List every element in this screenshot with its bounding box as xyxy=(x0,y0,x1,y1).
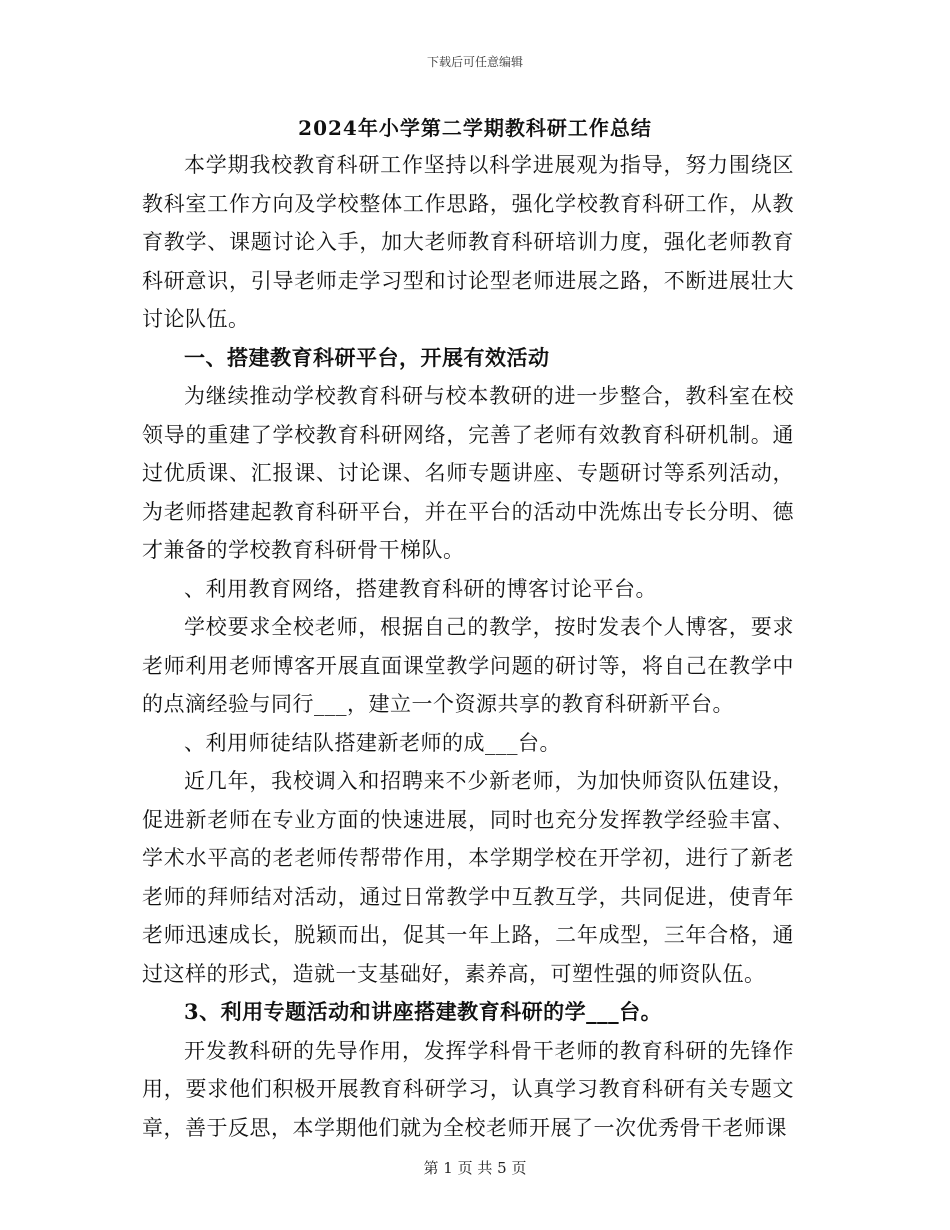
blog-paragraph: 学校要求全校老师，根据自己的教学，按时发表个人博客，要求老师利用老师博客开展直面课堂教学问题的研讨等，将自己在教学中的点滴经验与同行___，建立一个资源共享的教育科研新平台。 xyxy=(142,615,794,716)
subsection-mentor-heading: 、利用师徒结队搭建新老师的成___台。 xyxy=(184,730,561,755)
header-note: 下载后可任意编辑 xyxy=(426,55,523,69)
section-1-paragraph: 为继续推动学校教育科研与校本教研的进一步整合，教科室在校领导的重建了学校教育科研网络，完善了老师有效教育科研机制。通过优质课、汇报课、讨论课、名师专题讲座、专题研讨等系列活动，为老师搭建起教育科研平台，并在平台的活动中洗炼出专长分明、德才兼备的学校教育科研骨干梯队。 xyxy=(142,384,794,562)
mentor-paragraph: 近几年，我校调入和招聘来不少新老师，为加快师资队伍建设，促进新老师在专业方面的快速进展，同时也充分发挥教学经验丰富、学术水平高的老老师传帮带作用，本学期学校在开学初，进行了新老老师的拜师结对活动，通过日常教学中互教互学，共同促进，使青年老师迅速成长，脱颖而出，促其一年上路，二年成型，三年合格，通过这样的形式，造就一支基础好，素养高，可塑性强的师资队伍。 xyxy=(142,769,794,986)
document-body xyxy=(142,146,794,1147)
section-heading-1: 一、搭建教育科研平台，开展有效活动 xyxy=(184,344,550,370)
page-number-footer: 第 1 页 共 5 页 xyxy=(423,1159,527,1177)
intro-paragraph: 本学期我校教育科研工作坚持以科学进展观为指导，努力围绕区教科室工作方向及学校整体工作思路，强化学校教育科研工作，从教育教学、课题讨论入手，加大老师教育科研培训力度，强化老师教育科研意识，引导老师走学习型和讨论型老师进展之路，不断进展壮大讨论队伍。 xyxy=(142,153,794,331)
section-heading-3: 3、利用专题活动和讲座搭建教育科研的学___台。 xyxy=(184,999,663,1024)
document-title: 2024年小学第二学期教科研工作总结 xyxy=(298,116,652,140)
subsection-blog-heading: 、利用教育网络，搭建教育科研的博客讨论平台。 xyxy=(184,576,657,601)
section-3-paragraph: 开发教科研的先导作用，发挥学科骨干老师的教育科研的先锋作用，要求他们积极开展教育科研学习，认真学习教育科研有关专题文章，善于反思，本学期他们就为全校老师开展了一次优秀骨干老师课 xyxy=(142,1038,794,1140)
